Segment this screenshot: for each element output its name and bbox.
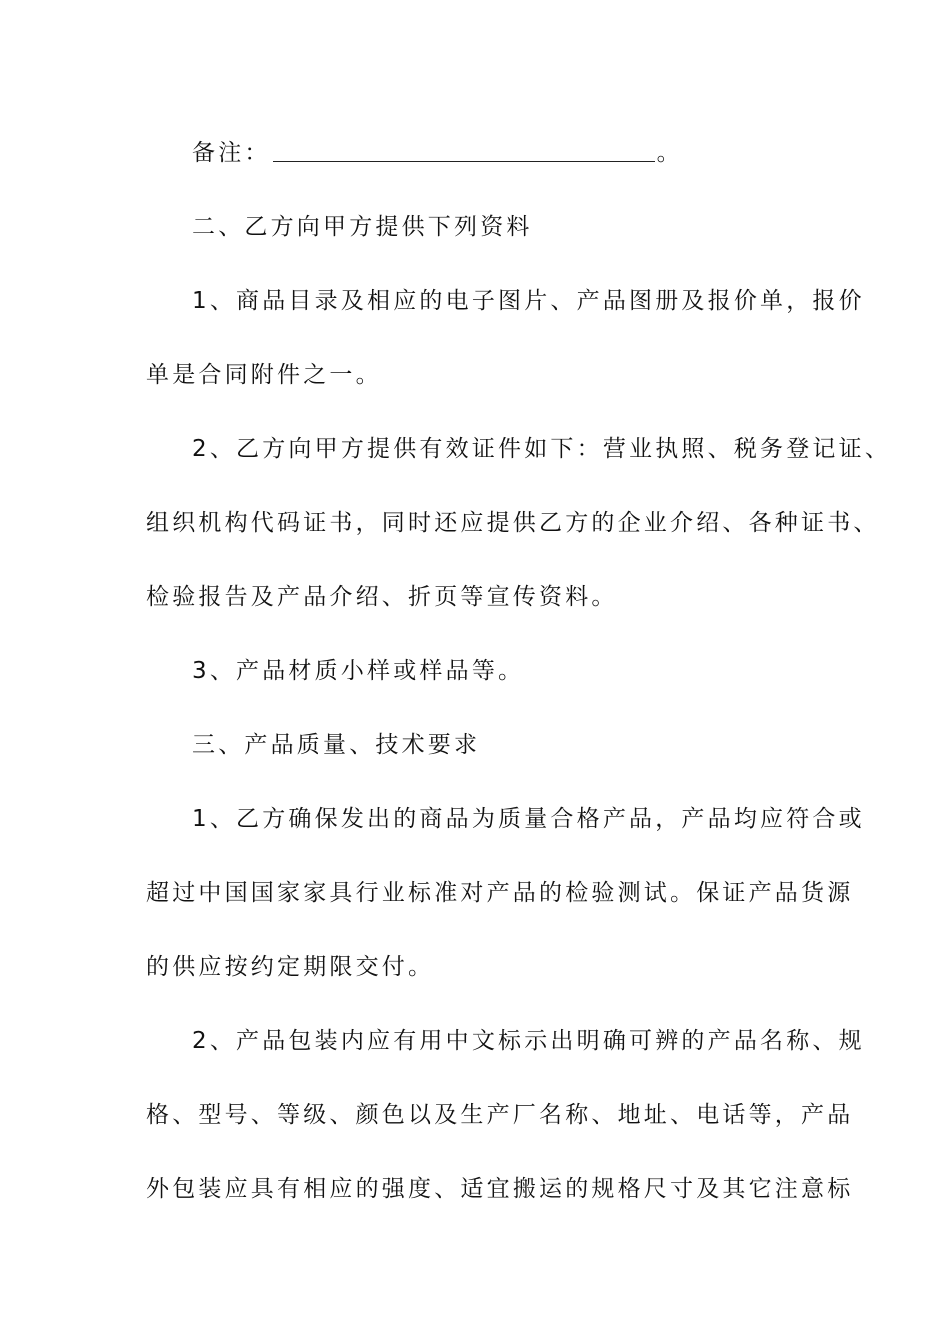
section-3-item-2-line-3: 外包装应具有相应的强度、适宜搬运的规格尺寸及其它注意标 bbox=[146, 1176, 854, 1202]
section-3-item-2-line-2: 格、型号、等级、颜色以及生产厂名称、地址、电话等，产品 bbox=[146, 1102, 854, 1128]
remark-line bbox=[0, 138, 950, 168]
section-2-item-2-line-2: 组织机构代码证书，同时还应提供乙方的企业介绍、各种证书、 bbox=[146, 510, 880, 536]
section-2-item-2-line-3: 检验报告及产品介绍、折页等宣传资料。 bbox=[146, 584, 618, 610]
remark-end: 。 bbox=[656, 140, 683, 166]
section-2-item-1-line-2: 单是合同附件之一。 bbox=[146, 362, 382, 388]
section-2-heading: 二、乙方向甲方提供下列资料 bbox=[192, 214, 533, 240]
section-3-item-1-line-3: 的供应按约定期限交付。 bbox=[146, 954, 435, 980]
section-3-item-1-line-2: 超过中国国家家具行业标准对产品的检验测试。保证产品货源 bbox=[146, 880, 854, 906]
section-2-item-1-line-1: 1、商品目录及相应的电子图片、产品图册及报价单，报价 bbox=[192, 288, 865, 314]
section-3-item-2-line-1: 2、产品包装内应有用中文标示出明确可辨的产品名称、规 bbox=[192, 1028, 865, 1054]
remark-label: 备注： bbox=[192, 140, 271, 166]
section-2-item-3: 3、产品材质小样或样品等。 bbox=[192, 658, 525, 684]
section-2-item-2-line-1: 2、乙方向甲方提供有效证件如下：营业执照、税务登记证、 bbox=[192, 436, 892, 462]
section-3-heading: 三、产品质量、技术要求 bbox=[192, 732, 481, 758]
section-3-item-1-line-1: 1、乙方确保发出的商品为质量合格产品，产品均应符合或 bbox=[192, 806, 865, 832]
remark-blank-underline bbox=[273, 139, 655, 162]
